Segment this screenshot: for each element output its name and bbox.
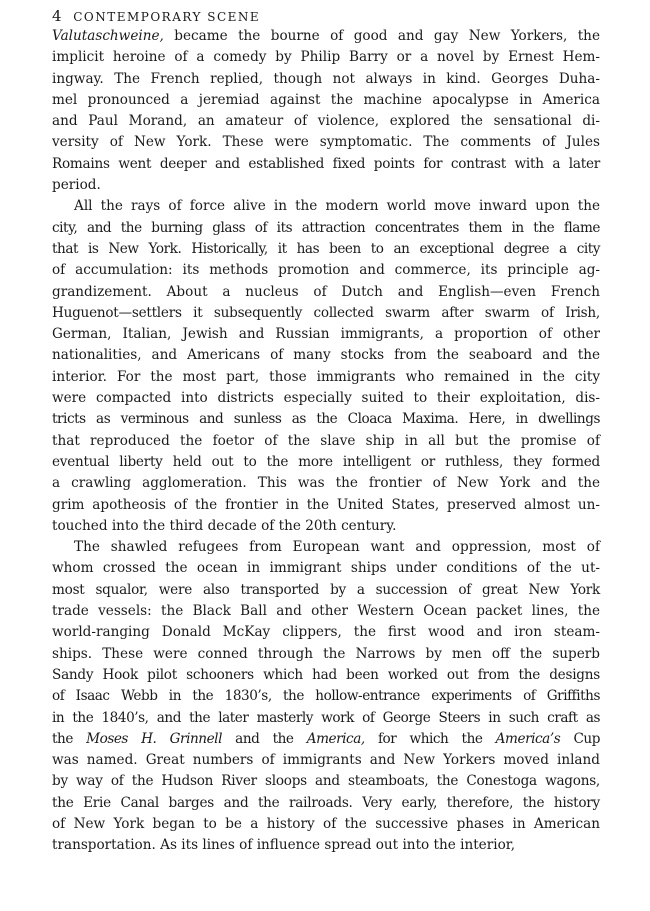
text-run: a crawling agglomeration. This was the frontier of New York and the <box>52 475 600 492</box>
text-line <box>52 111 600 132</box>
text-line <box>52 814 600 835</box>
text-line <box>52 90 600 111</box>
text-line <box>52 239 600 260</box>
text-run: period. <box>52 177 101 194</box>
text-run: the Erie Canal barges and the railroads. Very early, therefore, the history <box>52 794 600 811</box>
text-run: by way of the Hudson River sloops and steamboats, the Conestoga wagons, <box>52 773 600 790</box>
text-run: All the rays of force alive in the modern world move inward upon the <box>74 198 600 215</box>
text-run: ships. These were conned through the Narrows by men off the superb <box>52 645 600 662</box>
text-run: nationalities, and Americans of many stocks from the seaboard and the <box>52 347 600 364</box>
text-run: The shawled refugees from European want and oppression, most of <box>74 539 600 556</box>
text-line <box>52 47 600 68</box>
text-line <box>52 218 600 239</box>
running-head-title: CONTEMPORARY SCENE <box>73 10 261 24</box>
text-run: eventual liberty held out to the more intelligent or ruthless, they formed <box>52 453 600 470</box>
text-line <box>52 708 600 729</box>
text-line <box>52 729 600 750</box>
text-line <box>52 175 600 196</box>
text-line <box>52 495 600 516</box>
text-run: transportation. As its lines of influence spread out into the interior, <box>52 837 516 854</box>
text-line <box>52 388 600 409</box>
text-run: became the bourne of good and gay New Yorkers, the <box>163 28 600 44</box>
paragraph <box>52 196 600 537</box>
italic-text: Valutaschweine, <box>52 28 164 44</box>
text-run: Cup <box>560 730 600 747</box>
text-line <box>52 260 600 281</box>
text-run: that is New York. Historically, it has been to an exceptional degree a city <box>52 240 600 257</box>
text-run: touched into the third decade of the 20th century. <box>52 517 397 534</box>
text-run: city, and the burning glass of its attraction concentrates them in the flame <box>52 219 600 236</box>
text-line <box>52 601 600 622</box>
text-run: of accumulation: its methods promotion and commerce, its principle ag- <box>52 262 600 279</box>
text-line <box>52 686 600 707</box>
text-run: and the <box>221 730 307 747</box>
text-run: Romains went deeper and established fixed points for contrast with a later <box>52 155 600 172</box>
text-run: world-ranging Donald McKay clippers, the first wood and iron steam- <box>52 624 600 641</box>
text-line <box>52 132 600 153</box>
text-run: versity of New York. These were symptomatic. The comments of Jules <box>52 134 600 151</box>
text-run: mel pronounced a jeremiad against the machine apocalypse in America <box>52 91 600 108</box>
text-run: that reproduced the foetor of the slave ship in all but the promise of <box>52 432 600 449</box>
body-text <box>52 26 600 857</box>
text-run: of Isaac Webb in the 1830’s, the hollow-entrance experiments of Griffiths <box>52 688 600 705</box>
text-line <box>52 324 600 345</box>
paragraph <box>52 537 600 856</box>
text-run: German, Italian, Jewish and Russian immigrants, a proportion of other <box>52 326 600 343</box>
text-line <box>52 345 600 366</box>
text-line <box>52 69 600 90</box>
paragraph <box>52 26 600 196</box>
text-run: for which the <box>364 730 496 747</box>
text-run: implicit heroine of a comedy by Philip Barry or a novel by Ernest Hem- <box>52 49 600 66</box>
text-line <box>52 431 600 452</box>
text-line <box>52 282 600 303</box>
text-line <box>52 580 600 601</box>
text-line <box>52 154 600 175</box>
text-line <box>52 644 600 665</box>
text-line <box>52 750 600 771</box>
page-number: 4 <box>52 7 62 25</box>
text-run: interior. For the most part, those immigrants who remained in the city <box>52 368 600 385</box>
text-run: Sandy Hook pilot schooners which had been worked out from the designs <box>52 666 600 683</box>
text-run: was named. Great numbers of immigrants and New Yorkers moved inland <box>52 752 600 769</box>
text-run: in the 1840’s, and the later masterly work of George Steers in such craft as <box>52 709 600 726</box>
text-line <box>52 26 600 47</box>
text-run: grim apotheosis of the frontier in the United States, preserved almost un- <box>52 496 600 513</box>
text-line <box>52 771 600 792</box>
text-line <box>52 793 600 814</box>
text-run: whom crossed the ocean in immigrant ships under conditions of the ut- <box>52 560 600 577</box>
text-run: were compacted into districts especially suited to their exploitation, dis- <box>52 390 600 407</box>
text-run: Huguenot—settlers it subsequently collected swarm after swarm of Irish, <box>52 304 600 321</box>
text-line <box>52 516 600 537</box>
text-line <box>52 409 600 430</box>
running-head <box>52 6 600 26</box>
text-line <box>52 367 600 388</box>
text-line <box>52 835 600 856</box>
text-run: of New York began to be a history of the successive phases in American <box>52 815 600 832</box>
italic-text: America, <box>306 730 365 747</box>
text-run: ingway. The French replied, though not always in kind. Georges Duha- <box>52 70 600 87</box>
text-line <box>52 665 600 686</box>
text-line <box>52 558 600 579</box>
italic-text: Moses H. Grinnell <box>86 730 222 747</box>
italic-text: America’s <box>495 730 561 747</box>
text-line <box>52 537 600 558</box>
text-run: the <box>52 730 87 747</box>
text-line <box>52 196 600 217</box>
text-line <box>52 452 600 473</box>
text-line <box>52 622 600 643</box>
text-line <box>52 303 600 324</box>
text-run: grandizement. About a nucleus of Dutch and English—even French <box>52 283 600 300</box>
text-run: most squalor, were also transported by a succession of great New York <box>52 581 600 598</box>
book-page <box>52 6 600 857</box>
text-run: and Paul Morand, an amateur of violence, explored the sensational di- <box>52 113 600 130</box>
text-run: trade vessels: the Black Ball and other Western Ocean packet lines, the <box>52 603 600 620</box>
text-run: tricts as verminous and sunless as the Cloaca Maxima. Here, in dwellings <box>52 411 600 428</box>
text-line <box>52 473 600 494</box>
